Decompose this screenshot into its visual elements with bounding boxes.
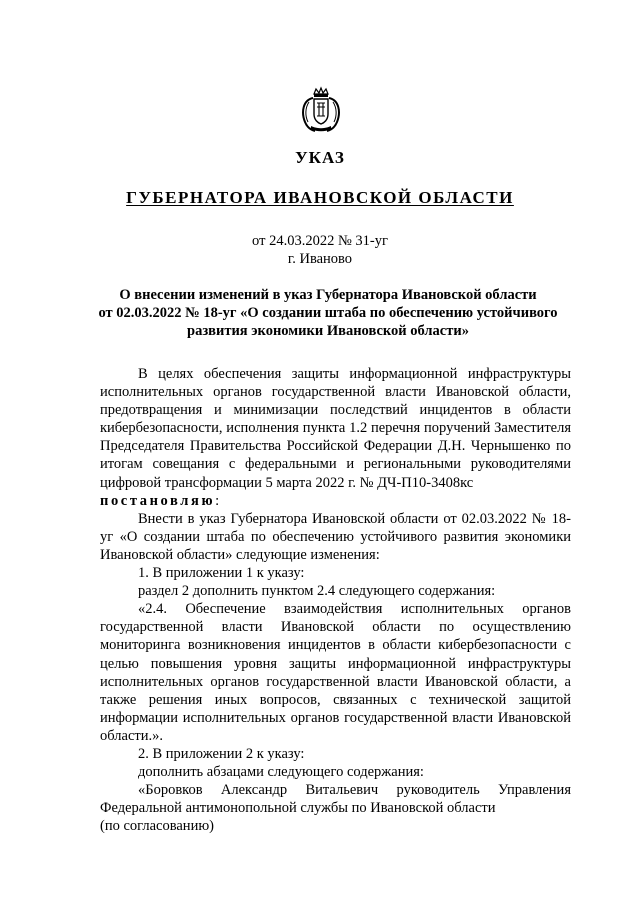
city: г. Иваново (287, 251, 353, 267)
decree-word: постановляю (100, 492, 216, 509)
document-body (100, 365, 571, 835)
paragraph-member-tail: (по согласованию) (100, 818, 214, 835)
member-text: «Боровков Александр Витальевич руководитель Управления Федеральной антимонопольной службы по Ивановской области (100, 782, 571, 817)
paragraph-clause-2-4: «2.4. Обеспечение взаимодействия исполнительных органов государственной власти Ивановской области по осуществлению мониторинга возникновения инцидентов в области кибербезопасности с целью повышения уровня защиты информационной инфраструктуры исполнительных органов государственной власти Ивановской области, а также решения иных вопросов, связанных с технической защитой информации исполнительных органов государственной власти Ивановской области.». (100, 601, 571, 744)
subject-line-3: развития экономики Ивановской области» (187, 323, 469, 339)
document-subject (96, 286, 560, 340)
paragraph-item-2-text: дополнить абзацами следующего содержания: (138, 764, 424, 781)
paragraph-item-2: 2. В приложении 2 к указу: (138, 745, 305, 762)
paragraph-preamble (100, 365, 571, 510)
date-number: от 24.03.2022 № 31-уг (252, 233, 388, 249)
coat-of-arms-icon (297, 86, 345, 134)
preamble-text: В целях обеспечения защиты информационной инфраструктуры исполнительных органов государственной власти Ивановской области, предотвращения и минимизации последствий инцидентов в области кибербезопасности, исполнения пункта 1.2 перечня поручений Заместителя Председателя Правительства Российской Федерации Д.Н. Чернышенко по итогам совещания с федеральными и региональными руководителями цифровой трансформации 5 марта 2022 г. № ДЧ-П10-3408кс (100, 366, 571, 491)
subject-line-2: от 02.03.2022 № 18-уг «О создании штаба по обеспечению устойчивого (98, 305, 558, 321)
issuer-title: ГУБЕРНАТОРА ИВАНОВСКОЙ ОБЛАСТИ (126, 188, 514, 207)
paragraph-item-1: 1. В приложении 1 к указу: (138, 565, 305, 582)
paragraph-member (100, 781, 571, 817)
paragraph-item-1-text: раздел 2 дополнить пунктом 2.4 следующего содержания: (138, 583, 496, 600)
subject-line-1: О внесении изменений в указ Губернатора Ивановской области (119, 287, 537, 303)
paragraph-amendment-intro: Внести в указ Губернатора Ивановской области от 02.03.2022 № 18-уг «О создании штаба по обеспечению устойчивого развития экономики Ивановской области» следующие изменения: (100, 510, 571, 563)
decree-colon: : (215, 492, 220, 509)
document-type-title: УКАЗ (295, 148, 345, 167)
